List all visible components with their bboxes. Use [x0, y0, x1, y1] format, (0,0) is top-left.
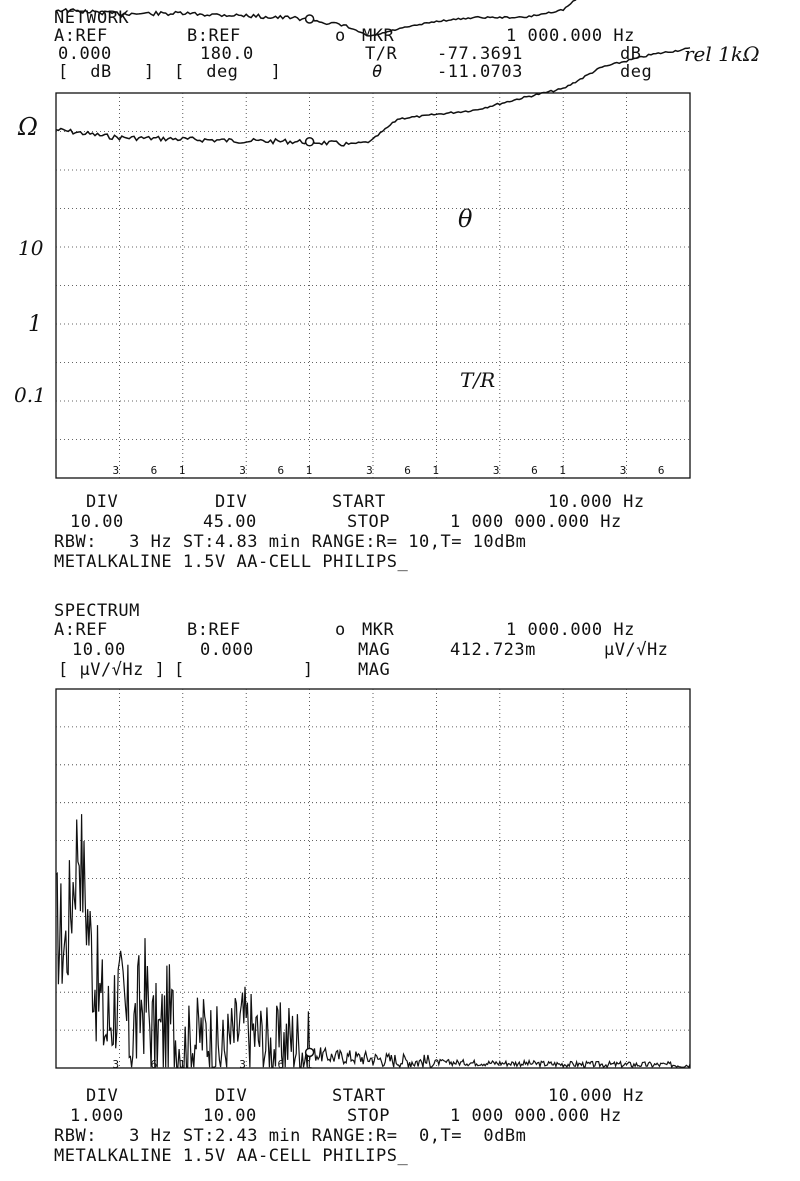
- x-tick-label: 6: [150, 1058, 158, 1071]
- network-title: NETWORK: [54, 8, 130, 28]
- network-start-label: START: [332, 492, 386, 512]
- spectrum-b-value: 0.000: [200, 640, 254, 660]
- spectrum-div-b-value: 10.00: [203, 1106, 257, 1126]
- x-tick-label: 6: [277, 464, 285, 477]
- network-b-label: B:REF: [187, 26, 241, 46]
- spectrum-trace-value: 412.723m: [450, 640, 536, 660]
- network-hand-1: 1: [28, 312, 42, 337]
- spectrum-trace-name: MAG: [358, 640, 391, 660]
- network-hand-ohm: Ω: [18, 113, 38, 141]
- x-tick-label: 3: [239, 464, 246, 477]
- spectrum-div-a-label: DIV: [86, 1086, 119, 1106]
- spectrum-trace-name-2: MAG: [358, 660, 391, 680]
- spectrum-title: SPECTRUM: [54, 601, 140, 621]
- spectrum-a-unit: [ µV/√Hz ]: [58, 660, 166, 680]
- network-hand-theta-label: θ: [458, 205, 473, 233]
- network-marker-symbol-icon: o: [335, 26, 346, 46]
- network-div-b-value: 45.00: [203, 512, 257, 532]
- spectrum-marker-freq: 1 000.000 Hz: [506, 620, 635, 640]
- x-tick-label: 1: [305, 1058, 313, 1071]
- network-trace1-unit: dB: [620, 44, 642, 64]
- network-stop-label: STOP: [347, 512, 390, 532]
- network-div-b-label: DIV: [215, 492, 248, 512]
- network-start-value: 10.000 Hz: [548, 492, 645, 512]
- x-tick-label: 3: [112, 1058, 120, 1071]
- network-trace2-name: θ: [372, 62, 383, 82]
- spectrum-trace-unit: µV/√Hz: [604, 640, 669, 660]
- network-hand-10: 10: [18, 236, 44, 260]
- network-trace2-unit: deg: [620, 62, 653, 82]
- network-a-value: 0.000: [58, 44, 112, 64]
- x-tick-label: 1: [178, 1058, 186, 1071]
- network-div-a-value: 10.00: [70, 512, 124, 532]
- spectrum-grid: [56, 689, 690, 1068]
- network-rel-annotation: rel 1kΩ: [684, 42, 760, 66]
- network-marker-freq: 1 000.000 Hz: [506, 26, 635, 46]
- network-a-label: A:REF: [54, 26, 108, 46]
- network-a-unit: [ dB ]: [58, 62, 155, 82]
- x-tick-label: 3: [239, 1058, 246, 1071]
- spectrum-start-value: 10.000 Hz: [548, 1086, 645, 1106]
- x-tick-label: 1: [305, 464, 313, 477]
- x-tick-label: 1: [559, 464, 566, 477]
- network-trace2-value: -11.0703: [437, 62, 523, 82]
- spectrum-div-a-value: 1.000: [70, 1106, 124, 1126]
- network-device-line: METALKALINE 1.5V AA-CELL PHILIPS_: [54, 552, 409, 572]
- x-tick-label: 3: [619, 464, 627, 477]
- network-b-value: 180.0: [200, 44, 254, 64]
- network-div-a-label: DIV: [86, 492, 119, 512]
- x-tick-label: 3: [366, 464, 373, 477]
- network-status-line: RBW: 3 Hz ST:4.83 min RANGE:R= 10,T= 10dBm: [54, 532, 527, 552]
- x-tick-label: 6: [277, 1058, 285, 1071]
- spectrum-start-label: START: [332, 1086, 386, 1106]
- spectrum-status-line: RBW: 3 Hz ST:2.43 min RANGE:R= 0,T= 0dBm: [54, 1126, 527, 1146]
- spectrum-b-label: B:REF: [187, 620, 241, 640]
- x-tick-label: 3: [492, 464, 500, 477]
- spectrum-a-value: 10.00: [72, 640, 126, 660]
- x-tick-label: 1: [178, 464, 186, 477]
- spectrum-stop-value: 1 000 000.000 Hz: [450, 1106, 622, 1126]
- x-tick-label: 6: [657, 464, 665, 477]
- network-stop-value: 1 000 000.000 Hz: [450, 512, 622, 532]
- network-b-unit: [ deg ]: [174, 62, 282, 82]
- network-marker-label: MKR: [362, 26, 395, 46]
- x-tick-label: 6: [404, 464, 411, 477]
- spectrum-a-label: A:REF: [54, 620, 108, 640]
- network-hand-tr-label: T/R: [460, 368, 496, 392]
- spectrum-marker-label: MKR: [362, 620, 395, 640]
- spectrum-device-line: METALKALINE 1.5V AA-CELL PHILIPS_: [54, 1146, 409, 1166]
- spectrum-div-b-label: DIV: [215, 1086, 248, 1106]
- spectrum-stop-label: STOP: [347, 1106, 390, 1126]
- x-tick-label: 1: [432, 464, 440, 477]
- network-trace1-value: -77.3691: [437, 44, 523, 64]
- spectrum-marker-symbol-icon: o: [335, 620, 346, 640]
- network-trace1-name: T/R: [365, 44, 398, 64]
- spectrum-b-unit: [ ]: [174, 660, 314, 680]
- network-hand-0.1: 0.1: [14, 383, 46, 407]
- spectrum-marker: [306, 1048, 314, 1056]
- x-tick-label: 6: [150, 464, 158, 477]
- x-tick-label: 3: [112, 464, 120, 477]
- x-tick-label: 6: [531, 464, 538, 477]
